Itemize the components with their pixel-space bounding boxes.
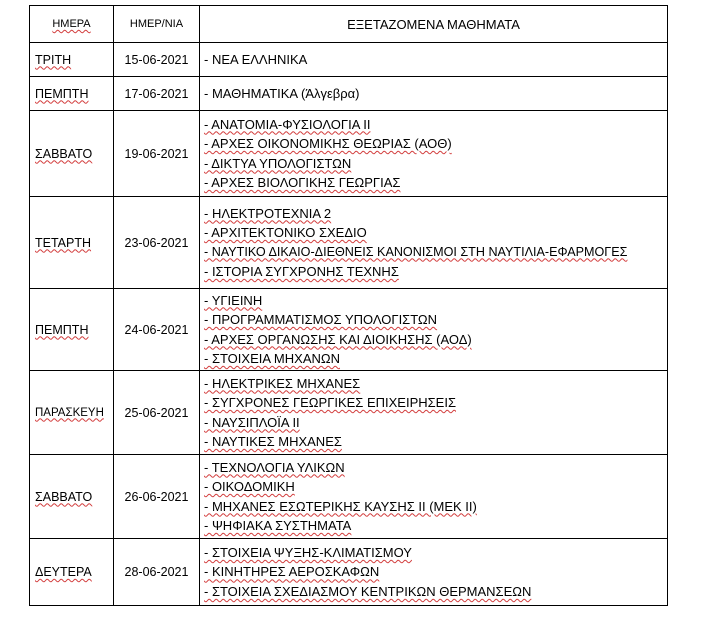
- subject-item: - ΝΑΥΤΙΚΟ ΔΙΚΑΙΟ-ΔΙΕΘΝΕΙΣ ΚΑΝΟΝΙΣΜΟΙ ΣΤΗ ΝΑΥΤΙΛΙΑ-ΕΦΑΡΜΟΓΕΣ: [204, 244, 628, 259]
- subject-item: - ΣΤΟΙΧΕΙΑ ΜΗΧΑΝΩΝ: [204, 351, 340, 366]
- day-cell: ΣΑΒΒΑΤΟ: [30, 455, 114, 539]
- subject-item: - ΥΓΙΕΙΝΗ: [204, 292, 263, 308]
- subject-item: - ΝΕΑ ΕΛΛΗΝΙΚΑ: [204, 51, 308, 67]
- subjects-cell: [200, 43, 668, 77]
- header-date: ΗΜΕΡ/ΝΙΑ: [114, 6, 200, 43]
- subject-item: - ΑΡΧΕΣ ΟΙΚΟΝΟΜΙΚΗΣ ΘΕΩΡΙΑΣ (ΑΟΘ): [204, 136, 452, 151]
- date-cell: 28-06-2021: [114, 539, 200, 606]
- table-row: [30, 289, 668, 371]
- subject-item: - ΣΤΟΙΧΕΙΑ ΣΧΕΔΙΑΣΜΟΥ ΚΕΝΤΡΙΚΩΝ ΘΕΡΜΑΝΣΕΩΝ: [204, 583, 532, 599]
- subjects-cell: [200, 289, 668, 371]
- date-cell: 19-06-2021: [114, 111, 200, 197]
- header-subjects: ΕΞΕΤΑΖΟΜΕΝΑ ΜΑΘΗΜΑΤΑ: [200, 6, 668, 43]
- date-cell: 25-06-2021: [114, 371, 200, 455]
- subjects-cell: [200, 77, 668, 111]
- subject-item: - ΠΡΟΓΡΑΜΜΑΤΙΣΜΟΣ ΥΠΟΛΟΓΙΣΤΩΝ: [204, 312, 438, 327]
- subject-item: - ΙΣΤΟΡΙΑ ΣΥΓΧΡΟΝΗΣ ΤΕΧΝΗΣ: [204, 264, 399, 279]
- subject-item: - ΗΛΕΚΤΡΙΚΕΣ ΜΗΧΑΝΕΣ: [204, 375, 361, 391]
- header-row: [30, 6, 668, 43]
- subjects-cell: [200, 455, 668, 539]
- date-cell: 26-06-2021: [114, 455, 200, 539]
- subject-item: - ΝΑΥΤΙΚΕΣ ΜΗΧΑΝΕΣ: [204, 434, 342, 449]
- subject-item: - ΨΗΦΙΑΚΑ ΣΥΣΤΗΜΑΤΑ: [204, 518, 352, 533]
- table-row: [30, 455, 668, 539]
- day-cell: ΠΕΜΠΤΗ: [30, 77, 114, 111]
- subject-item: - ΑΡΧΙΤΕΚΤΟΝΙΚΟ ΣΧΕΔΙΟ: [204, 225, 367, 240]
- exam-schedule-table: [29, 5, 668, 606]
- day-cell: ΠΑΡΑΣΚΕΥΗ: [30, 371, 114, 455]
- subjects-cell: [200, 539, 668, 606]
- table-row: [30, 77, 668, 111]
- subject-item: - ΑΝΑΤΟΜΙΑ-ΦΥΣΙΟΛΟΓΙΑ ΙΙ: [204, 116, 371, 132]
- subjects-cell: [200, 197, 668, 289]
- subject-item: - ΣΥΓΧΡΟΝΕΣ ΓΕΩΡΓΙΚΕΣ ΕΠΙΧΕΙΡΗΣΕΙΣ: [204, 395, 456, 410]
- subjects-cell: [200, 111, 668, 197]
- subject-item: - ΔΙΚΤΥΑ ΥΠΟΛΟΓΙΣΤΩΝ: [204, 155, 352, 171]
- date-cell: 15-06-2021: [114, 43, 200, 77]
- header-day: ΗΜΕΡΑ: [30, 6, 114, 43]
- subject-item: - ΗΛΕΚΤΡΟΤΕΧΝΙΑ 2: [204, 205, 332, 221]
- subject-item: - ΜΗΧΑΝΕΣ ΕΣΩΤΕΡΙΚΗΣ ΚΑΥΣΗΣ ΙΙ (ΜΕΚ ΙΙ): [204, 498, 477, 514]
- subject-item: - ΜΑΘΗΜΑΤΙΚΑ (Άλγεβρα): [204, 85, 360, 101]
- date-cell: 17-06-2021: [114, 77, 200, 111]
- day-cell: ΣΑΒΒΑΤΟ: [30, 111, 114, 197]
- table-row: [30, 197, 668, 289]
- table-row: [30, 43, 668, 77]
- date-cell: 24-06-2021: [114, 289, 200, 371]
- subjects-cell: [200, 371, 668, 455]
- subject-item: - ΤΕΧΝΟΛΟΓΙΑ ΥΛΙΚΩΝ: [204, 459, 345, 475]
- subject-item: - ΟΙΚΟΔΟΜΙΚΗ: [204, 479, 295, 494]
- subject-item: - ΑΡΧΕΣ ΟΡΓΑΝΩΣΗΣ ΚΑΙ ΔΙΟΙΚΗΣΗΣ (ΑΟΔ): [204, 331, 472, 347]
- subject-item: - ΚΙΝΗΤΗΡΕΣ ΑΕΡΟΣΚΑΦΩΝ: [204, 564, 380, 580]
- table-row: [30, 371, 668, 455]
- date-cell: 23-06-2021: [114, 197, 200, 289]
- table-row: [30, 539, 668, 606]
- subject-item: - ΣΤΟΙΧΕΙΑ ΨΥΞΗΣ-ΚΛΙΜΑΤΙΣΜΟΥ: [204, 544, 412, 560]
- day-cell: ΔΕΥΤΕΡΑ: [30, 539, 114, 606]
- subject-item: - ΝΑΥΣΙΠΛΟΪΑ ΙΙ: [204, 414, 300, 430]
- table-row: [30, 111, 668, 197]
- day-cell: ΤΡΙΤΗ: [30, 43, 114, 77]
- subject-item: - ΑΡΧΕΣ ΒΙΟΛΟΓΙΚΗΣ ΓΕΩΡΓΙΑΣ: [204, 175, 401, 190]
- day-cell: ΤΕΤΑΡΤΗ: [30, 197, 114, 289]
- day-cell: ΠΕΜΠΤΗ: [30, 289, 114, 371]
